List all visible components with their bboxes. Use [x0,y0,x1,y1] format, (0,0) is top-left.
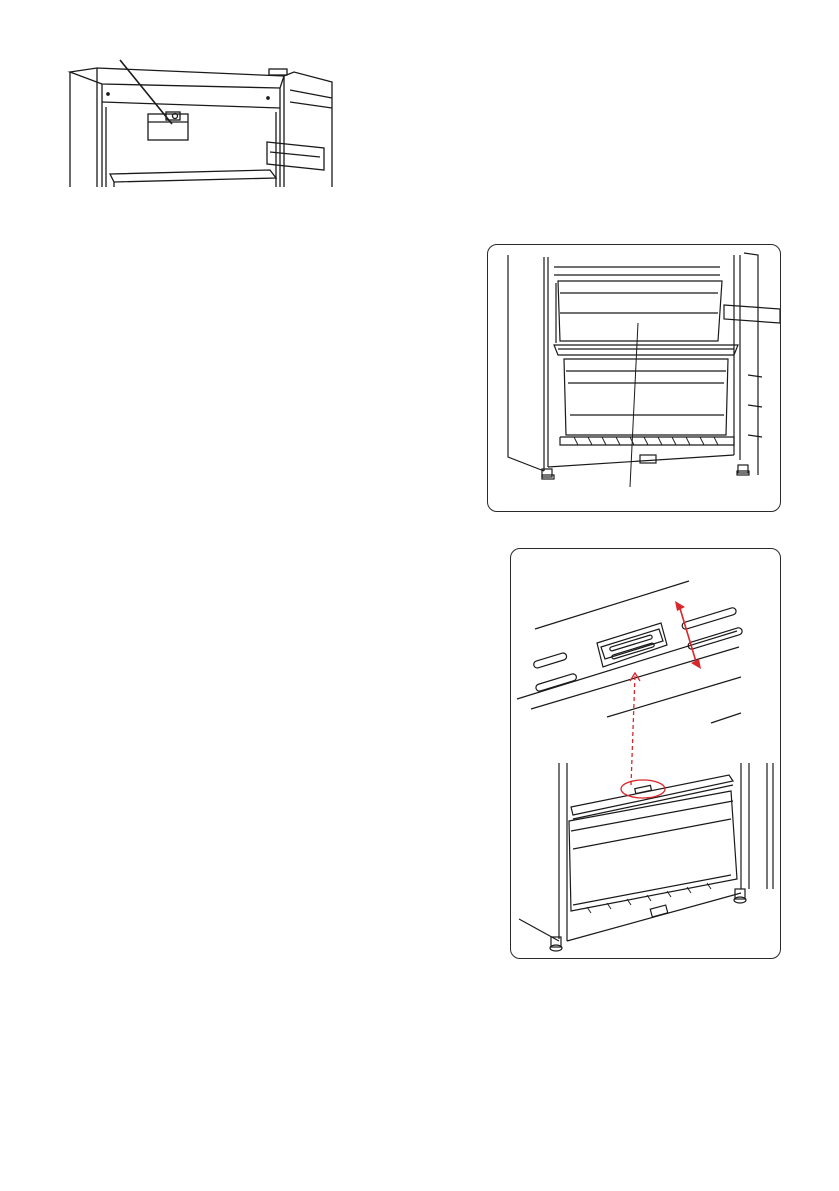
air-vent-slider-illustration-icon [511,549,781,959]
freezer-drawers-panel [487,244,781,512]
freezer-compartment-illustration-icon [488,245,781,512]
ice-maker-illustration-icon [62,52,342,192]
ice-maker-figure [62,52,342,192]
vent-slider-panel [510,548,781,959]
